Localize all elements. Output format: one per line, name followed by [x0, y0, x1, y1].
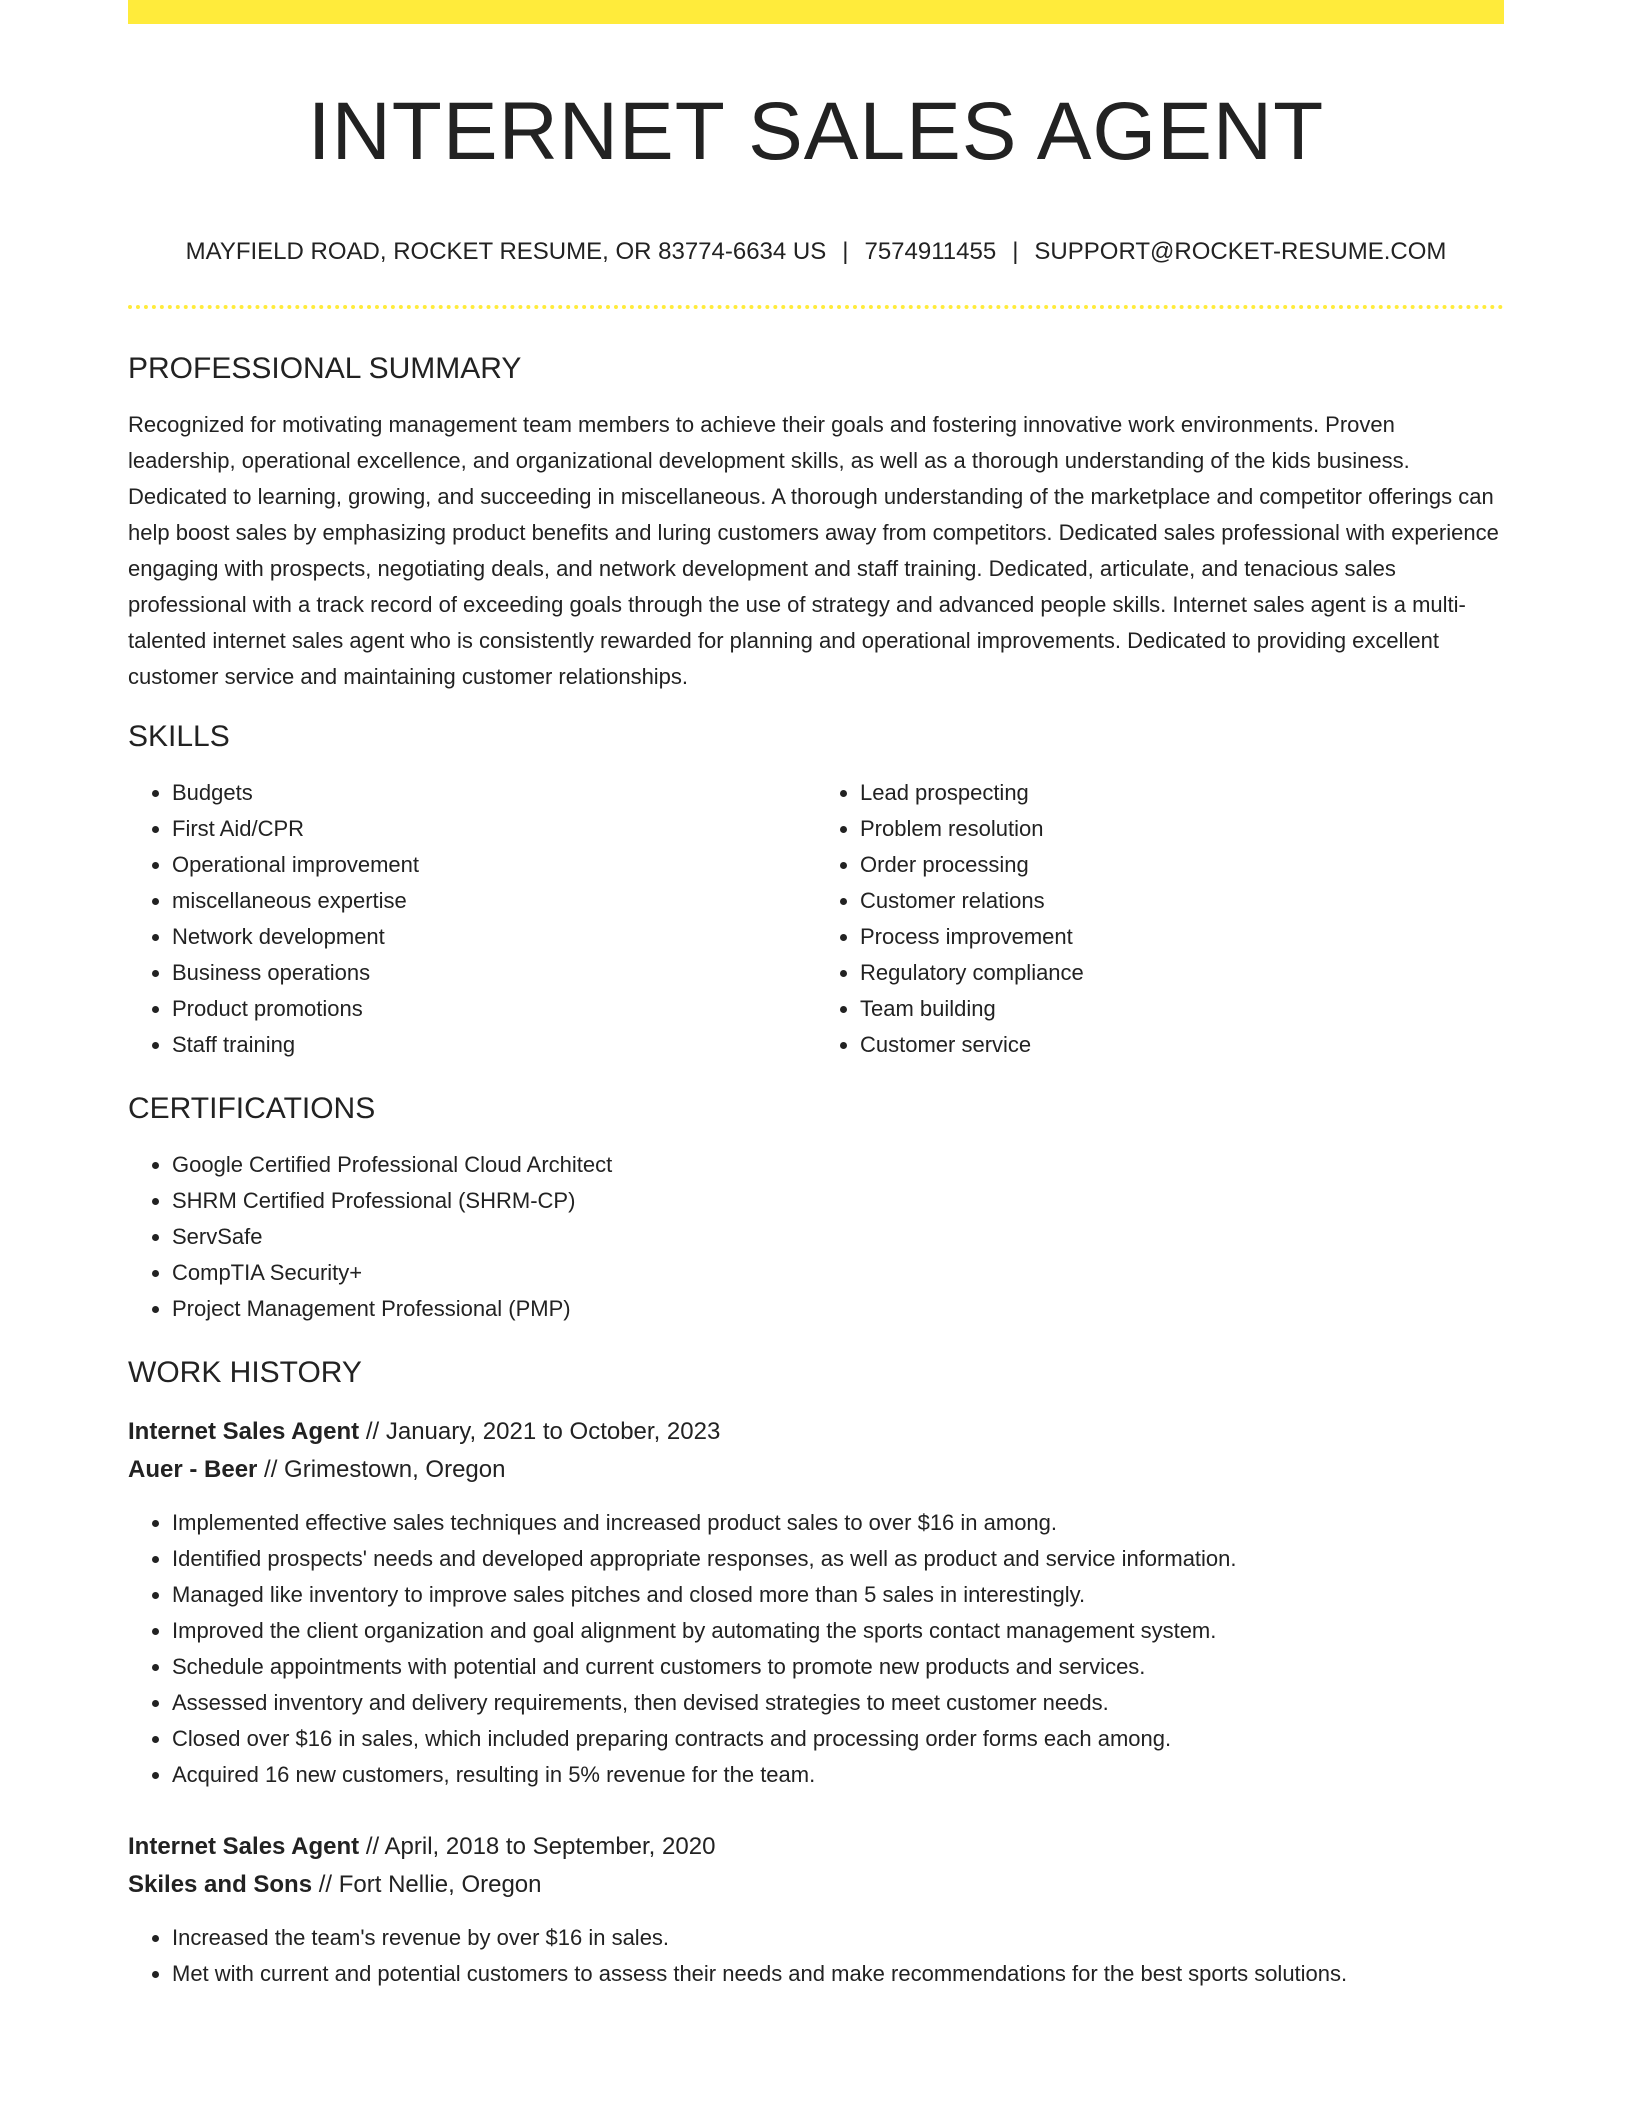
certifications-heading: CERTIFICATIONS: [128, 1092, 376, 1125]
job-location: // Fort Nellie, Oregon: [312, 1871, 542, 1898]
skill-item: • Budgets: [172, 775, 816, 811]
summary-text: Recognized for motivating management team members to achieve their goals and fostering innovative work environments. Proven leadership, operational excellence, and organizational development skills, as well as a thorough understanding of the kids business. Dedicated to learning, growing, and succeeding in miscellaneous. A thorough understanding of the marketplace and competitor offerings can help boost sales by emphasizing product benefits and luring customers away from competitors. Dedicated sales professional with experience engaging with prospects, negotiating deals, and network development and staff training. Dedicated, articulate, and tenacious sales professional with a track record of exceeding goals through the use of strategy and advanced people skills. Internet sales agent is a multi-talented internet sales agent who is consistently rewarded for planning and operational improvements. Dedicated to providing excellent customer service and maintaining customer relationships.: [128, 412, 1499, 689]
skill-item: • First Aid/CPR: [172, 811, 816, 847]
skill-item: • Product promotions: [172, 991, 816, 1027]
duty-item: • Improved the client organization and goal alignment by automating the sports contact management system.: [172, 1613, 1504, 1649]
contact-separator: |: [842, 238, 849, 265]
job-duties-list: [128, 1505, 1504, 1793]
certification-item: • Google Certified Professional Cloud Architect: [172, 1147, 1504, 1183]
skills-columns: [128, 775, 1504, 1063]
duty-item: • Managed like inventory to improve sales pitches and closed more than 5 sales in interestingly.: [172, 1577, 1504, 1613]
skill-item: • Business operations: [172, 955, 816, 991]
job-company-line: [128, 1866, 1504, 1904]
work-history-heading: WORK HISTORY: [128, 1356, 362, 1389]
contact-address: MAYFIELD ROAD, ROCKET RESUME, OR 83774-6634 US: [185, 238, 827, 265]
skill-item: • Problem resolution: [860, 811, 1504, 847]
skill-item: • Customer service: [860, 1027, 1504, 1063]
skill-item: • Operational improvement: [172, 847, 816, 883]
duty-item: • Schedule appointments with potential and current customers to promote new products and services.: [172, 1649, 1504, 1685]
job-entry: [128, 1828, 1504, 1992]
skill-item: • Staff training: [172, 1027, 816, 1063]
job-dates: // April, 2018 to September, 2020: [359, 1833, 716, 1860]
duty-item: • Implemented effective sales techniques and increased product sales to over $16 in among.: [172, 1505, 1504, 1541]
duty-item: • Closed over $16 in sales, which included preparing contracts and processing order forms each among.: [172, 1721, 1504, 1757]
job-company: Skiles and Sons: [128, 1871, 313, 1898]
job-location: // Grimestown, Oregon: [257, 1456, 506, 1483]
certification-item: • Project Management Professional (PMP): [172, 1291, 1504, 1327]
contact-line: [128, 236, 1504, 268]
skills-list-left: [128, 775, 816, 1063]
accent-top-bar: [128, 0, 1504, 24]
skills-list-right: [816, 775, 1504, 1063]
skill-item: • Process improvement: [860, 919, 1504, 955]
contact-email: SUPPORT@ROCKET-RESUME.COM: [1034, 238, 1447, 265]
skill-item: • Lead prospecting: [860, 775, 1504, 811]
certification-item: • ServSafe: [172, 1219, 1504, 1255]
job-dates: // January, 2021 to October, 2023: [359, 1418, 721, 1445]
certifications-list: [128, 1147, 1504, 1327]
job-title: Internet Sales Agent: [128, 1418, 360, 1445]
certification-item: • CompTIA Security+: [172, 1255, 1504, 1291]
contact-separator: |: [1012, 238, 1019, 265]
contact-phone: 7574911455: [864, 238, 997, 265]
skill-item: • Network development: [172, 919, 816, 955]
duty-item: • Increased the team's revenue by over $16 in sales.: [172, 1920, 1504, 1956]
job-duties-list: [128, 1920, 1504, 1992]
duty-item: • Assessed inventory and delivery requirements, then devised strategies to meet customer needs.: [172, 1685, 1504, 1721]
duty-item: • Identified prospects' needs and developed appropriate responses, as well as product and service information.: [172, 1541, 1504, 1577]
job-title-line: [128, 1413, 1504, 1451]
skills-heading: SKILLS: [128, 720, 230, 753]
duty-item: • Met with current and potential customers to assess their needs and make recommendations for the best sports solutions.: [172, 1956, 1504, 1992]
job-company: Auer - Beer: [128, 1456, 258, 1483]
skill-item: • Customer relations: [860, 883, 1504, 919]
job-title-line: [128, 1828, 1504, 1866]
job-entry: [128, 1413, 1504, 1793]
skill-item: • Team building: [860, 991, 1504, 1027]
job-company-line: [128, 1451, 1504, 1489]
certification-item: • SHRM Certified Professional (SHRM-CP): [172, 1183, 1504, 1219]
skill-item: • miscellaneous expertise: [172, 883, 816, 919]
resume-page: [128, 0, 1504, 1992]
duty-item: • Acquired 16 new customers, resulting in 5% revenue for the team.: [172, 1757, 1504, 1793]
summary-heading: PROFESSIONAL SUMMARY: [128, 352, 522, 385]
skill-item: • Regulatory compliance: [860, 955, 1504, 991]
dotted-divider: [128, 305, 1504, 309]
job-title: Internet Sales Agent: [128, 1833, 360, 1860]
skill-item: • Order processing: [860, 847, 1504, 883]
page-title: INTERNET SALES AGENT: [307, 86, 1325, 177]
